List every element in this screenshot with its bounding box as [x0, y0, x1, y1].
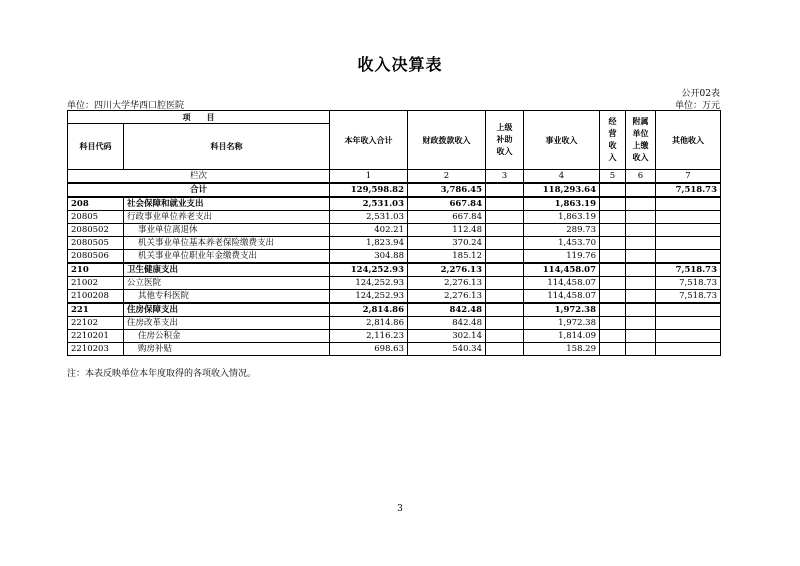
row-code-cell: 2210201	[68, 330, 124, 343]
header-other: 其他收入	[656, 111, 721, 170]
row-business-cell: 1,863.19	[524, 211, 600, 224]
row-superior-cell	[486, 224, 524, 237]
header-affiliated-line: 收入	[632, 153, 649, 162]
column-index-num: 4	[524, 170, 600, 184]
column-index-label: 栏次	[68, 170, 330, 184]
row-superior-cell	[486, 263, 524, 277]
row-total-cell: 2,116.23	[330, 330, 408, 343]
row-total-cell: 698.63	[330, 343, 408, 356]
row-business-cell: 114,458.07	[524, 277, 600, 290]
row-code-cell: 2210203	[68, 343, 124, 356]
total-business-cell: 118,293.64	[524, 183, 600, 197]
row-superior-cell	[486, 290, 524, 304]
row-other-cell	[656, 303, 721, 317]
row-affiliated-cell	[626, 237, 656, 250]
table-row	[68, 343, 721, 356]
income-table	[67, 110, 721, 356]
table-row	[68, 303, 721, 317]
row-other-cell: 7,518.73	[656, 290, 721, 304]
row-code-cell: 21002	[68, 277, 124, 290]
row-affiliated-cell	[626, 224, 656, 237]
currency-unit: 单位：万元	[674, 101, 720, 111]
row-operating-cell	[600, 330, 626, 343]
row-fiscal-cell: 2,276.13	[408, 290, 486, 304]
row-superior-cell	[486, 237, 524, 250]
row-other-cell	[656, 211, 721, 224]
header-affiliated-line: 单位	[632, 129, 649, 138]
row-total-cell: 2,814.86	[330, 317, 408, 330]
row-fiscal-cell: 667.84	[408, 211, 486, 224]
row-operating-cell	[600, 197, 626, 211]
page-title: 收入决算表	[357, 55, 443, 74]
row-affiliated-cell	[626, 211, 656, 224]
row-business-cell: 119.76	[524, 250, 600, 264]
table-row	[68, 317, 721, 330]
row-superior-cell	[486, 330, 524, 343]
row-code-cell: 2080502	[68, 224, 124, 237]
row-total-cell: 1,823.94	[330, 237, 408, 250]
row-operating-cell	[600, 224, 626, 237]
form-number: 公开02表	[681, 89, 720, 99]
header-affiliated-line: 附属	[632, 117, 649, 126]
row-business-cell: 114,458.07	[524, 290, 600, 304]
total-fiscal-cell: 3,786.45	[408, 183, 486, 197]
row-operating-cell	[600, 317, 626, 330]
header-name: 科目名称	[124, 124, 330, 170]
row-superior-cell	[486, 197, 524, 211]
header-operating-line: 收	[608, 141, 617, 150]
row-business-cell: 1,863.19	[524, 197, 600, 211]
header-business: 事业收入	[524, 111, 600, 170]
table-row	[68, 211, 721, 224]
header-total-income: 本年收入合计	[330, 111, 408, 170]
row-name-cell: 购房补贴	[124, 343, 330, 356]
row-superior-cell	[486, 303, 524, 317]
row-fiscal-cell: 2,276.13	[408, 263, 486, 277]
row-total-cell: 304.88	[330, 250, 408, 264]
row-operating-cell	[600, 277, 626, 290]
total-other-cell: 7,518.73	[656, 183, 721, 197]
header-affiliated	[626, 111, 656, 170]
row-superior-cell	[486, 277, 524, 290]
header-project: 项 目	[68, 111, 330, 124]
row-operating-cell	[600, 237, 626, 250]
table-row	[68, 224, 721, 237]
header-superior	[486, 111, 524, 170]
header-operating	[600, 111, 626, 170]
row-total-cell: 124,252.93	[330, 263, 408, 277]
row-total-cell: 124,252.93	[330, 290, 408, 304]
row-name-cell: 住房保障支出	[124, 303, 330, 317]
page-number: 3	[397, 504, 403, 514]
row-total-cell: 2,814.86	[330, 303, 408, 317]
row-operating-cell	[600, 211, 626, 224]
row-total-cell: 2,531.03	[330, 197, 408, 211]
row-affiliated-cell	[626, 277, 656, 290]
row-operating-cell	[600, 343, 626, 356]
total-affiliated-cell	[626, 183, 656, 197]
row-other-cell	[656, 343, 721, 356]
row-name-cell: 机关事业单位基本养老保险缴费支出	[124, 237, 330, 250]
row-name-cell: 机关事业单位职业年金缴费支出	[124, 250, 330, 264]
row-superior-cell	[486, 211, 524, 224]
row-business-cell: 1,453.70	[524, 237, 600, 250]
row-affiliated-cell	[626, 263, 656, 277]
row-code-cell: 208	[68, 197, 124, 211]
row-name-cell: 卫生健康支出	[124, 263, 330, 277]
row-other-cell	[656, 250, 721, 264]
header-row-1	[68, 111, 721, 124]
row-fiscal-cell: 185.12	[408, 250, 486, 264]
row-fiscal-cell: 370.24	[408, 237, 486, 250]
header-fiscal: 财政拨款收入	[408, 111, 486, 170]
row-affiliated-cell	[626, 197, 656, 211]
row-code-cell: 20805	[68, 211, 124, 224]
row-code-cell: 2080506	[68, 250, 124, 264]
table-row	[68, 250, 721, 264]
row-affiliated-cell	[626, 303, 656, 317]
header-superior-line: 收入	[496, 147, 513, 156]
total-superior-cell	[486, 183, 524, 197]
column-index-num: 2	[408, 170, 486, 184]
row-other-cell	[656, 317, 721, 330]
column-index-num: 7	[656, 170, 721, 184]
row-name-cell: 住房公积金	[124, 330, 330, 343]
total-operating-cell	[600, 183, 626, 197]
total-label: 合计	[68, 183, 330, 197]
row-superior-cell	[486, 343, 524, 356]
column-index-num: 1	[330, 170, 408, 184]
row-code-cell: 2080505	[68, 237, 124, 250]
row-other-cell	[656, 237, 721, 250]
row-superior-cell	[486, 317, 524, 330]
header-affiliated-line: 上缴	[632, 141, 649, 150]
row-fiscal-cell: 842.48	[408, 317, 486, 330]
row-total-cell: 124,252.93	[330, 277, 408, 290]
row-fiscal-cell: 2,276.13	[408, 277, 486, 290]
header-operating-line: 营	[608, 129, 617, 138]
row-operating-cell	[600, 290, 626, 304]
column-index-num: 3	[486, 170, 524, 184]
table-row	[68, 197, 721, 211]
column-index-num: 5	[600, 170, 626, 184]
row-other-cell	[656, 224, 721, 237]
row-operating-cell	[600, 263, 626, 277]
row-fiscal-cell: 842.48	[408, 303, 486, 317]
column-index-num: 6	[626, 170, 656, 184]
row-business-cell: 1,972.38	[524, 303, 600, 317]
table-row	[68, 263, 721, 277]
row-business-cell: 1,814.09	[524, 330, 600, 343]
row-business-cell: 289.73	[524, 224, 600, 237]
header-operating-line: 入	[608, 153, 617, 162]
footnote: 注：本表反映单位本年度取得的各项收入情况。	[67, 369, 257, 379]
row-other-cell	[656, 330, 721, 343]
row-name-cell: 住房改革支出	[124, 317, 330, 330]
header-code: 科目代码	[68, 124, 124, 170]
table-row	[68, 277, 721, 290]
row-name-cell: 社会保障和就业支出	[124, 197, 330, 211]
row-business-cell: 1,972.38	[524, 317, 600, 330]
row-name-cell: 行政事业单位养老支出	[124, 211, 330, 224]
row-affiliated-cell	[626, 317, 656, 330]
total-row	[68, 183, 721, 197]
row-code-cell: 22102	[68, 317, 124, 330]
table-row	[68, 290, 721, 304]
row-other-cell: 7,518.73	[656, 263, 721, 277]
reporting-unit: 单位：四川大学华西口腔医院	[67, 101, 185, 111]
row-total-cell: 402.21	[330, 224, 408, 237]
row-code-cell: 2100208	[68, 290, 124, 304]
row-superior-cell	[486, 250, 524, 264]
column-index-row	[68, 170, 721, 184]
row-name-cell: 其他专科医院	[124, 290, 330, 304]
row-business-cell: 158.29	[524, 343, 600, 356]
table-row	[68, 237, 721, 250]
header-superior-line: 上级	[496, 123, 513, 132]
header-superior-line: 补助	[496, 135, 513, 144]
row-fiscal-cell: 302.14	[408, 330, 486, 343]
row-fiscal-cell: 540.34	[408, 343, 486, 356]
row-name-cell: 事业单位离退休	[124, 224, 330, 237]
row-operating-cell	[600, 303, 626, 317]
row-affiliated-cell	[626, 343, 656, 356]
row-operating-cell	[600, 250, 626, 264]
table-row	[68, 330, 721, 343]
row-affiliated-cell	[626, 330, 656, 343]
header-operating-line: 经	[608, 117, 617, 126]
row-name-cell: 公立医院	[124, 277, 330, 290]
row-fiscal-cell: 112.48	[408, 224, 486, 237]
row-total-cell: 2,531.03	[330, 211, 408, 224]
row-code-cell: 210	[68, 263, 124, 277]
row-affiliated-cell	[626, 250, 656, 264]
row-other-cell: 7,518.73	[656, 277, 721, 290]
row-fiscal-cell: 667.84	[408, 197, 486, 211]
row-code-cell: 221	[68, 303, 124, 317]
row-business-cell: 114,458.07	[524, 263, 600, 277]
row-affiliated-cell	[626, 290, 656, 304]
row-other-cell	[656, 197, 721, 211]
total-income-cell: 129,598.82	[330, 183, 408, 197]
